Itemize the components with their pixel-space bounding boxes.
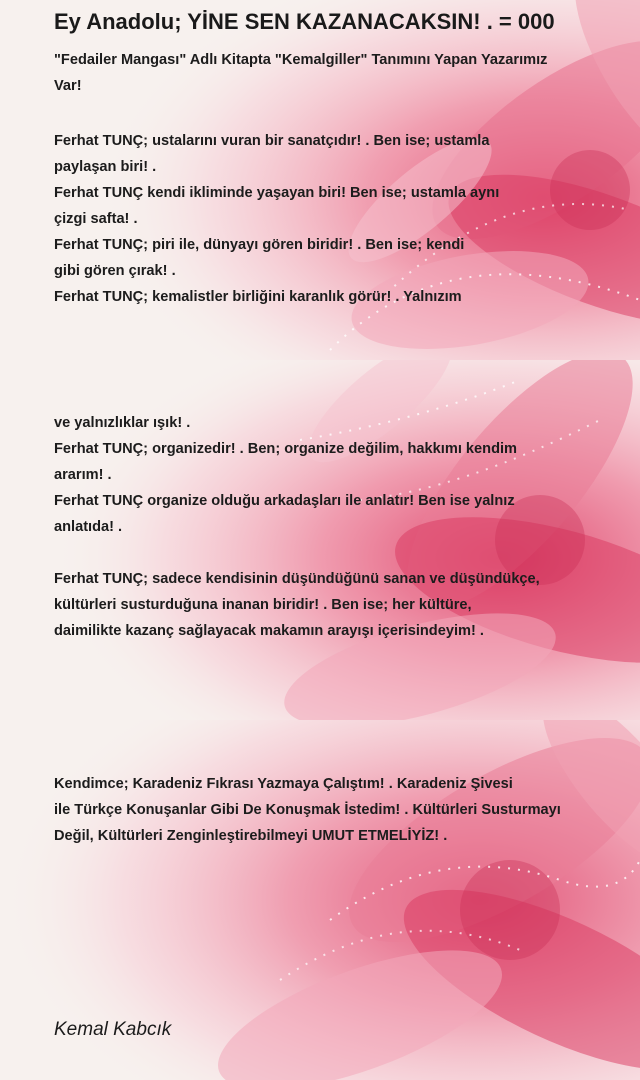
poem-title: Ey Anadolu; YİNE SEN KAZANACAKSIN! . = 000 bbox=[54, 9, 555, 34]
poem-line: Ferhat TUNÇ kendi ikliminde yaşayan biri! Ben ise; ustamla aynı bbox=[54, 185, 500, 201]
poem-line: Ferhat TUNÇ; organizedir! . Ben; organize değilim, hakkımı kendim bbox=[54, 441, 518, 457]
poem-line: Değil, Kültürleri Zenginleştirebilmeyi UMUT ETMELİYİZ! . bbox=[54, 828, 448, 844]
poem-line: gibi gören çırak! . bbox=[54, 263, 176, 279]
poem-line: paylaşan biri! . bbox=[54, 159, 157, 175]
background-panel-2 bbox=[0, 360, 640, 720]
poem-line: ile Türkçe Konuşanlar Gibi De Konuşmak İstedim! . Kültürleri Susturmayı bbox=[54, 802, 561, 818]
poem-line: Ferhat TUNÇ; kemalistler birliğini karanlık görür! . Yalnızım bbox=[54, 289, 462, 305]
poem-line: ararım! . bbox=[54, 467, 112, 483]
poem-line: "Fedailer Mangası" Adlı Kitapta "Kemalgiller" Tanımını Yapan Yazarımız bbox=[54, 52, 548, 68]
poem-line: Ferhat TUNÇ; piri ile, dünyayı gören biridir! . Ben ise; kendi bbox=[54, 237, 465, 253]
poem-line: Ferhat TUNÇ; sadece kendisinin düşündüğünü sanan ve düşündükçe, bbox=[54, 571, 540, 587]
poem-line: daimilikte kazanç sağlayacak makamın arayışı içerisindeyim! . bbox=[54, 623, 484, 639]
poem-line: Var! bbox=[54, 78, 82, 94]
poem-line: çizgi safta! . bbox=[54, 211, 138, 227]
poem-line: Kendimce; Karadeniz Fıkrası Yazmaya Çalıştım! . Karadeniz Şivesi bbox=[54, 776, 513, 792]
poem-line: Ferhat TUNÇ organize olduğu arkadaşları ile anlatır! Ben ise yalnız bbox=[54, 493, 515, 509]
poem-line: Ferhat TUNÇ; ustalarını vuran bir sanatçıdır! . Ben ise; ustamla bbox=[54, 133, 490, 149]
poem-line: kültürleri susturduğuna inanan biridir! . Ben ise; her kültüre, bbox=[54, 597, 472, 613]
floral-background-2 bbox=[0, 360, 640, 720]
poem-line: ve yalnızlıklar ışık! . bbox=[54, 415, 191, 431]
poem-line: anlatıda! . bbox=[54, 519, 123, 535]
poem-author: Kemal Kabcık bbox=[54, 1019, 172, 1040]
